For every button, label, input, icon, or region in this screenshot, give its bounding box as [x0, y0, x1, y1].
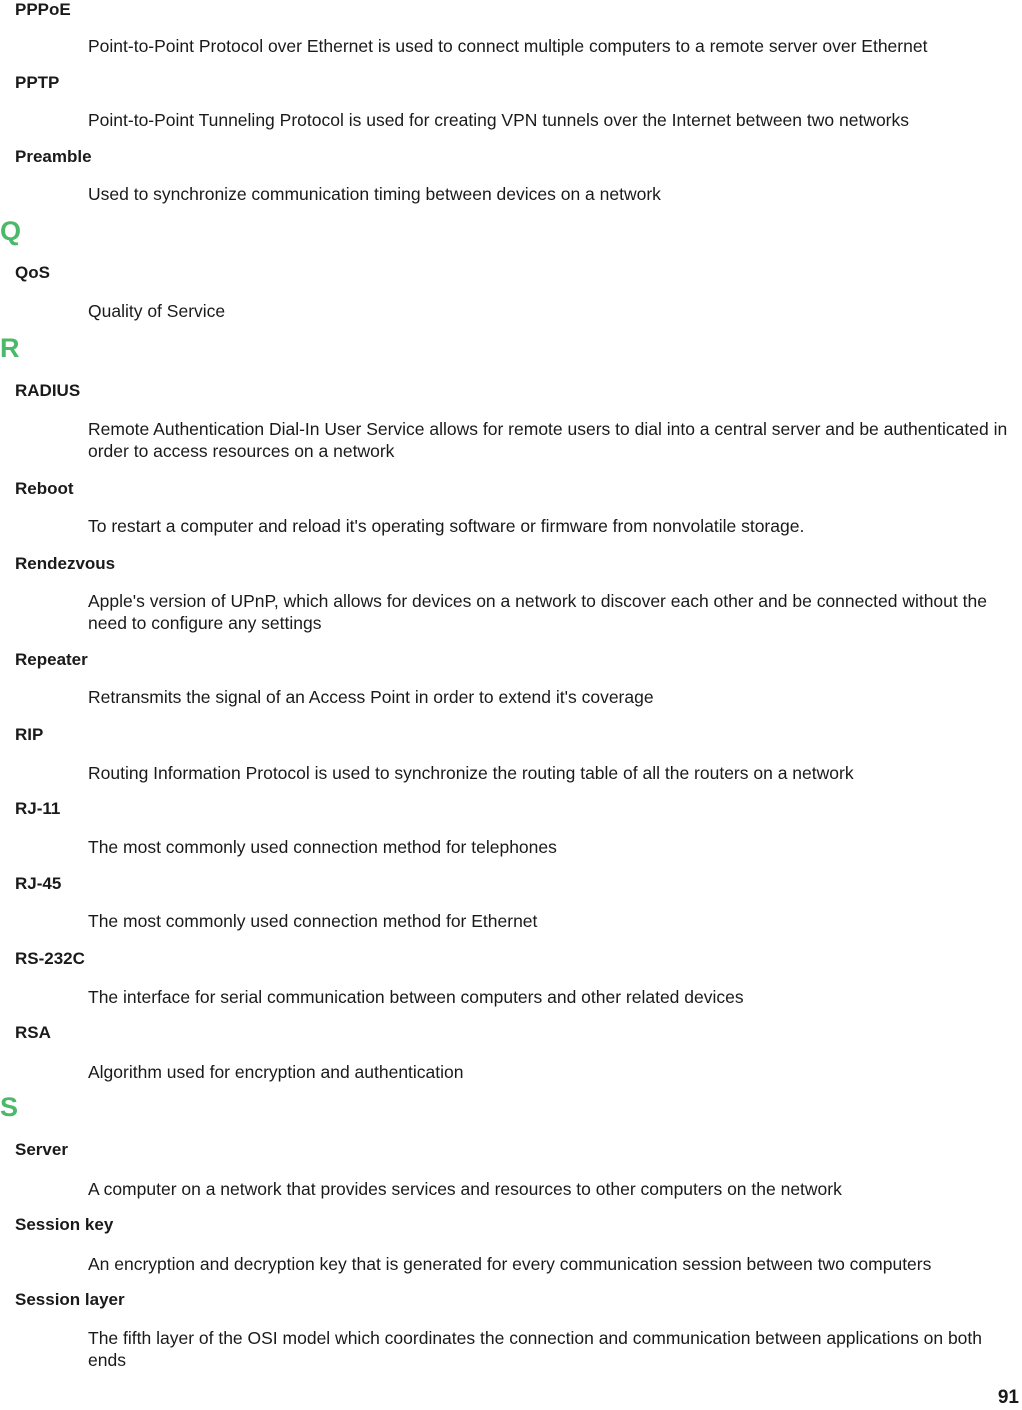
term-preamble: Preamble: [15, 147, 92, 166]
term-radius: RADIUS: [15, 381, 81, 400]
term-rj-45: RJ-45: [15, 874, 62, 893]
term-reboot: Reboot: [15, 479, 74, 498]
letter-heading-q: Q: [0, 216, 22, 246]
letter-heading-s: S: [0, 1092, 19, 1122]
page-number: 91: [997, 1387, 1019, 1408]
definition-server: A computer on a network that provides services and resources to other computers on the network: [88, 1179, 842, 1199]
term-pppoe: PPPoE: [15, 0, 71, 19]
definition-session-layer: The fifth layer of the OSI model which coordinates the connection and communication between applications on both ends: [88, 1328, 983, 1370]
term-rendezvous: Rendezvous: [15, 554, 116, 573]
definition-qos: Quality of Service: [88, 301, 226, 321]
definition-rs-232c: The interface for serial communication between computers and other related devices: [88, 987, 744, 1007]
term-rs-232c: RS-232C: [15, 949, 85, 968]
term-rj-11: RJ-11: [15, 799, 61, 818]
definition-rj-11: The most commonly used connection method for telephones: [88, 837, 557, 857]
term-server: Server: [15, 1140, 68, 1159]
definition-repeater: Retransmits the signal of an Access Point in order to extend it's coverage: [88, 687, 654, 707]
definition-reboot: To restart a computer and reload it's operating software or firmware from nonvolatile storage.: [88, 516, 805, 536]
term-rip: RIP: [15, 725, 44, 744]
definition-preamble: Used to synchronize communication timing between devices on a network: [88, 184, 661, 204]
definition-rip: Routing Information Protocol is used to synchronize the routing table of all the routers on a network: [88, 763, 854, 783]
definition-rj-45: The most commonly used connection method for Ethernet: [88, 911, 538, 931]
definition-radius: Remote Authentication Dial-In User Service allows for remote users to dial into a central server and be authenticated in order to access resources on a network: [88, 419, 1008, 461]
definition-rsa: Algorithm used for encryption and authentication: [88, 1062, 464, 1082]
term-pptp: PPTP: [15, 73, 60, 92]
term-repeater: Repeater: [15, 650, 88, 669]
letter-heading-r: R: [0, 333, 20, 363]
term-session-key: Session key: [15, 1215, 114, 1234]
definition-pptp: Point-to-Point Tunneling Protocol is used for creating VPN tunnels over the Internet between two networks: [88, 110, 910, 130]
definition-pppoe: Point-to-Point Protocol over Ethernet is used to connect multiple computers to a remote server over Ethernet: [88, 36, 928, 56]
definition-session-key: An encryption and decryption key that is generated for every communication session between two computers: [88, 1254, 932, 1274]
term-session-layer: Session layer: [15, 1290, 125, 1309]
term-rsa: RSA: [15, 1023, 51, 1042]
definition-rendezvous: Apple's version of UPnP, which allows for devices on a network to discover each other and be connected without the need to configure any settings: [88, 591, 987, 633]
term-qos: QoS: [15, 263, 50, 282]
